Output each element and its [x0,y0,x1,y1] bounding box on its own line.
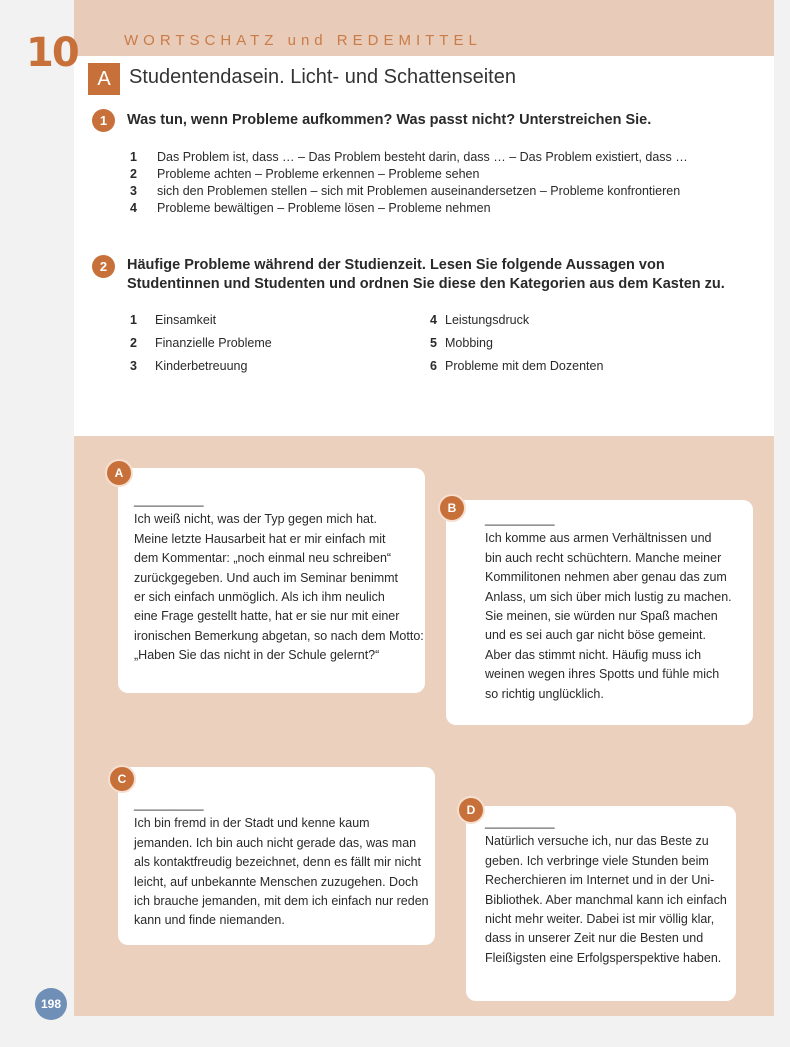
text-line: Meine letzte Hausarbeit hat er mir einfach mit [134,531,386,546]
category-number: 4 [430,313,437,327]
part-title: Studentendasein. Licht- und Schattenseiten [129,66,516,88]
text-line: als kontaktfreudig bezeichnet, denn es fällt mir nicht [134,855,421,870]
category-text: Einsamkeit [155,313,217,327]
text-line: bin auch recht schüchtern. Manche meiner [485,550,722,565]
statement-text-c [134,795,429,931]
category-number: 5 [430,336,437,350]
answer-blank[interactable]: __________ [485,815,555,829]
text-line: Anlass, um sich über mich lustig zu machen. [485,589,732,604]
chapter-number: 10 [26,30,78,76]
task1-instruction: Was tun, wenn Probleme aufkommen? Was passt nicht? Unterstreichen Sie. [127,112,652,128]
category-text: Leistungsdruck [445,313,530,327]
text-line: Ich weiß nicht, was der Typ gegen mich hat. [134,512,377,527]
statement-letter-c: C [108,765,136,793]
statement-text-a [134,491,424,666]
text-line: weinen wegen ihres Spotts und fühle mich [485,667,720,682]
text-line: Aber das stimmt nicht. Häufig muss ich [485,647,702,662]
text-line: zurückgegeben. Und auch im Seminar benimmt [134,570,399,585]
text-line: ich brauche jemanden, mit dem ich einfach nur reden [134,894,429,909]
text-line: „Haben Sie das nicht in der Schule gelernt?“ [134,648,380,663]
section-title: WORTSCHATZ und REDEMITTEL [124,32,482,49]
text-line: Natürlich versuche ich, nur das Beste zu [485,834,709,849]
category-number: 2 [130,336,137,350]
answer-blank[interactable]: __________ [485,512,555,526]
text-line: geben. Ich verbringe viele Stunden beim [485,853,709,868]
text-line: und es sei auch gar nicht böse gemeint. [485,628,706,643]
category-text: Kinderbetreuung [155,359,248,373]
category-text: Finanzielle Probleme [155,336,272,350]
text-line: leicht, auf unbekannte Menschen zuzugehen. Doch [134,874,419,889]
statement-letter-b: B [438,494,466,522]
category-text: Probleme mit dem Dozenten [445,359,604,373]
item-number: 3 [130,184,137,198]
item-text: Das Problem ist, dass … – Das Problem besteht darin, dass … – Das Problem existiert, dass … [157,150,688,164]
text-line: dem Kommentar: „noch einmal neu schreiben“ [134,551,392,566]
item-number: 4 [130,201,137,215]
category-number: 3 [130,359,137,373]
text-line: Bibliothek. Aber manchmal kann ich einfach [485,892,727,907]
text-line: Recherchieren im Internet und in der Uni- [485,873,715,888]
text-line: dass in unserer Zeit nur die Besten und [485,931,704,946]
task1-number-badge: 1 [92,109,115,132]
statement-text-b [485,510,732,704]
statement-letter-a: A [105,459,133,487]
item-number: 2 [130,167,137,181]
item-text: Probleme bewältigen – Probleme lösen – Probleme nehmen [157,201,491,215]
text-line: ironischen Bemerkung abgetan, so nach dem Motto: [134,628,424,643]
page-number: 198 [35,988,67,1020]
text-line: jemanden. Ich bin auch nicht gerade das, was man [134,835,417,850]
item-text: Probleme achten – Probleme erkennen – Probleme sehen [157,167,480,181]
task2-instruction-line2: Studentinnen und Studenten und ordnen Sie diese den Kategorien aus dem Kasten zu. [127,276,725,292]
category-number: 1 [130,313,137,327]
text-line: Kommilitonen nehmen aber genau das zum [485,570,727,585]
text-line: nicht mehr weiter. Dabei ist mir völlig klar, [485,912,715,927]
item-text: sich den Problemen stellen – sich mit Problemen auseinandersetzen – Probleme konfrontieren [157,184,681,198]
text-line: kann und finde niemanden. [134,913,285,928]
text-line: er sich einfach unmöglich. Als ich ihm neulich [134,590,385,605]
task2-number-badge: 2 [92,255,115,278]
part-letter-badge: A [88,63,120,95]
answer-blank[interactable]: __________ [134,493,204,507]
statement-text-d [485,813,727,968]
text-line: Sie meinen, sie würden nur Spaß machen [485,609,718,624]
statement-letter-d: D [457,796,485,824]
text-line: eine Frage gestellt hatte, hat er sie nur mit einer [134,609,400,624]
text-line: Ich komme aus armen Verhältnissen und [485,531,712,546]
answer-blank[interactable]: __________ [134,797,204,811]
category-text: Mobbing [445,336,493,350]
text-line: Ich bin fremd in der Stadt und kenne kaum [134,816,370,831]
task2-instruction-line1: Häufige Probleme während der Studienzeit. Lesen Sie folgende Aussagen von [127,257,665,273]
text-line: Fleißigsten eine Erfolgsperspektive haben. [485,950,722,965]
text-line: so richtig unglücklich. [485,686,604,701]
item-number: 1 [130,150,137,164]
category-number: 6 [430,359,437,373]
